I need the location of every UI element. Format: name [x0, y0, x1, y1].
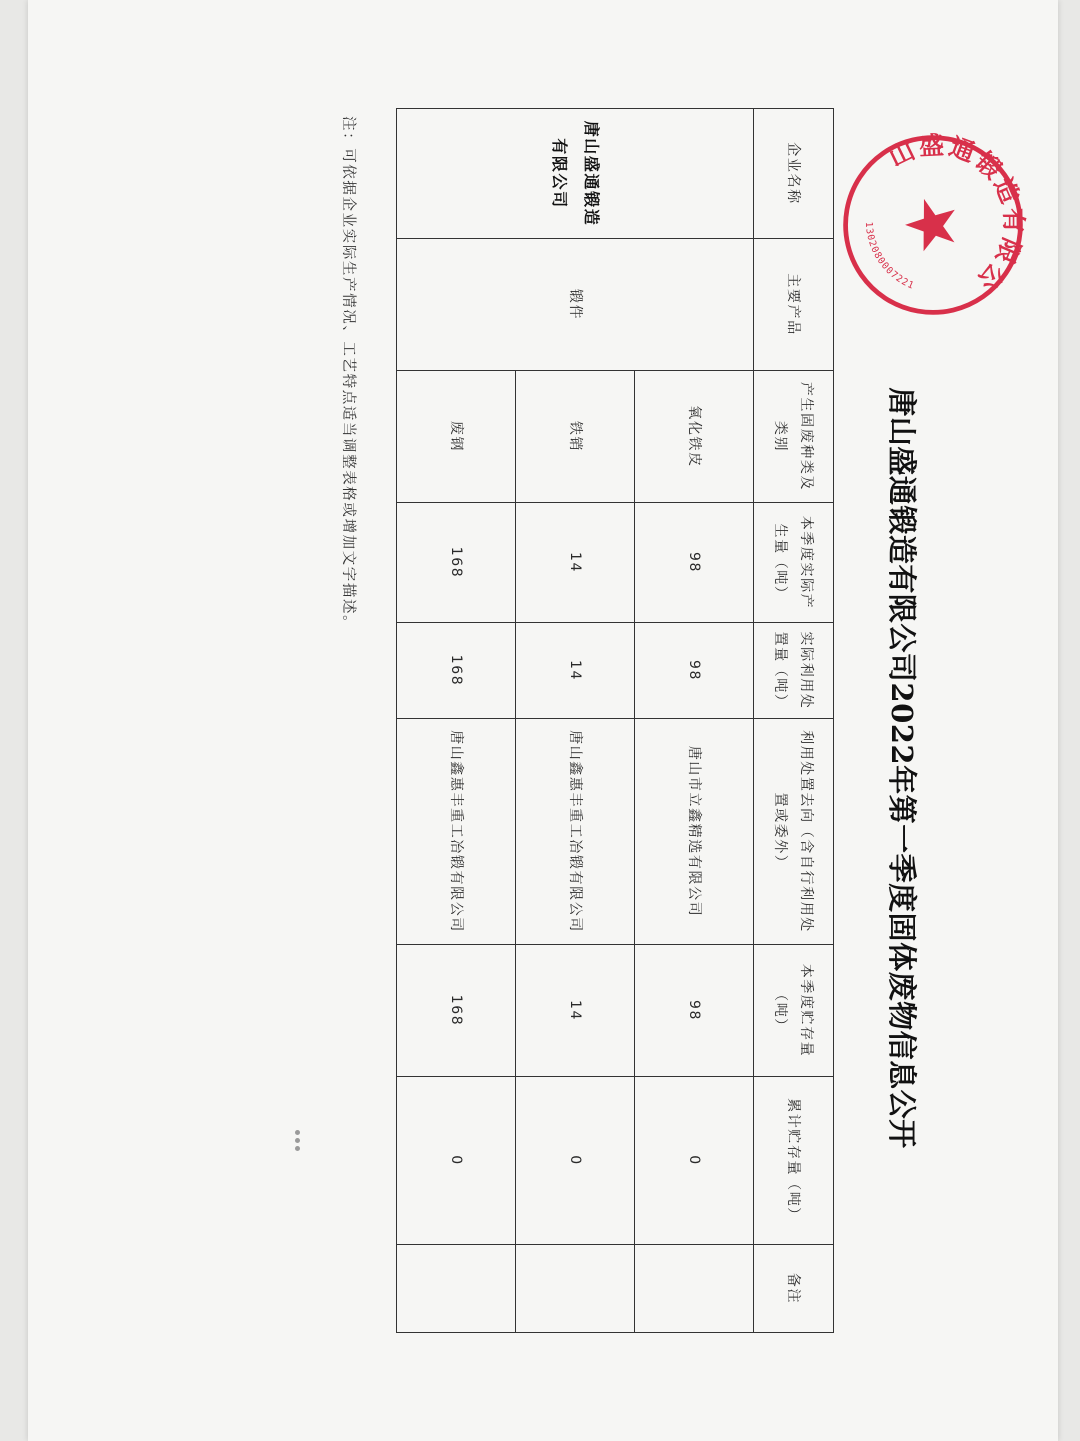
scan-dot — [295, 1130, 300, 1135]
utilized-cell: 14 — [516, 623, 635, 719]
document-page — [28, 0, 1058, 1441]
quarter-storage-cell: 168 — [397, 945, 516, 1077]
scan-mark — [291, 1130, 310, 1154]
generated-cell: 168 — [397, 503, 516, 623]
remark-cell — [635, 1245, 754, 1333]
cumulative-storage-cell: 0 — [397, 1077, 516, 1245]
remark-cell — [397, 1245, 516, 1333]
footnote: 注：可依据企业实际生产情况、工艺特点适当调整表格或增加文字描述。 — [340, 116, 356, 632]
document-title: 唐山盛通锻造有限公司2022年第一季度固体废物信息公开 — [885, 387, 919, 1149]
header-utilized: 实际利用处置量（吨） — [754, 623, 834, 719]
utilized-cell: 168 — [397, 623, 516, 719]
generated-cell: 14 — [516, 503, 635, 623]
header-cumulative-storage: 累计贮存量（吨） — [754, 1077, 834, 1245]
waste-type-cell: 氧化铁皮 — [635, 371, 754, 503]
header-destination: 利用处置去向（含自行利用处置或委外） — [754, 719, 834, 945]
destination-cell: 唐山鑫惠丰重工冶锻有限公司 — [516, 719, 635, 945]
table-header-row — [754, 109, 834, 1333]
table-row — [635, 109, 754, 1333]
svg-text:唐山盛通锻造有限公司: 唐山盛通锻造有限公司 — [884, 130, 1029, 298]
company-seal — [801, 93, 1066, 358]
header-remark: 备注 — [754, 1245, 834, 1333]
waste-type-cell: 废钢 — [397, 371, 516, 503]
remark-cell — [516, 1245, 635, 1333]
destination-cell: 唐山鑫惠丰重工冶锻有限公司 — [397, 719, 516, 945]
cumulative-storage-cell: 0 — [635, 1077, 754, 1245]
cumulative-storage-cell: 0 — [516, 1077, 635, 1245]
main-product-cell: 锻件 — [397, 239, 754, 371]
quarter-storage-cell: 14 — [516, 945, 635, 1077]
header-waste-type: 产生固废种类及类别 — [754, 371, 834, 503]
waste-type-cell: 铁销 — [516, 371, 635, 503]
utilized-cell: 98 — [635, 623, 754, 719]
header-main-product: 主要产品 — [754, 239, 834, 371]
company-name-cell: 唐山盛通锻造有限公司 — [397, 109, 754, 239]
header-quarter-storage: 本季度贮存量（吨） — [754, 945, 834, 1077]
quarter-storage-cell: 98 — [635, 945, 754, 1077]
header-generated: 本季度实际产生量（吨） — [754, 503, 834, 623]
seal-graphic — [801, 93, 1066, 358]
star-icon — [899, 188, 970, 260]
svg-text:1302080007221: 1302080007221 — [862, 221, 917, 292]
generated-cell: 98 — [635, 503, 754, 623]
header-company-name: 企业名称 — [754, 109, 834, 239]
solid-waste-table — [396, 108, 834, 1333]
scan-dot — [295, 1138, 300, 1143]
destination-cell: 唐山市立鑫精选有限公司 — [635, 719, 754, 945]
rotated-document-content — [28, 0, 1080, 1441]
scan-dot — [295, 1146, 300, 1151]
